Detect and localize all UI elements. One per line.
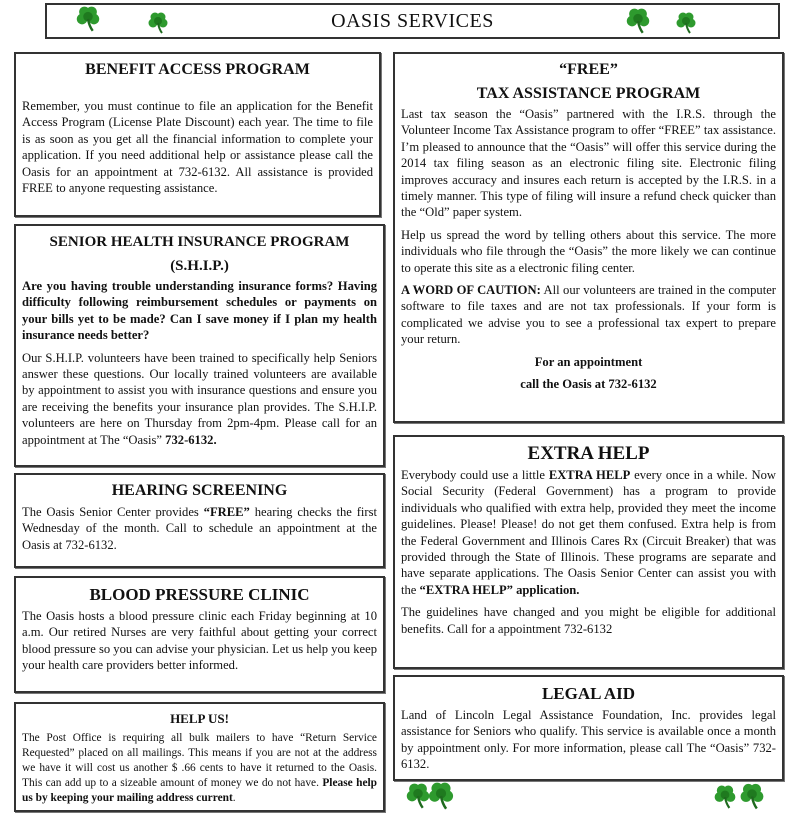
extra-help-para-2: The guidelines have changed and you might be eligible for additional benefits. Call for a appointment 732-6132 <box>401 605 776 636</box>
ship-body-text: Our S.H.I.P. volunteers have been trained to specifically help Seniors answer these questions. Our locally trained volunteers are available by appointment to assist you with insurance questions and ensure you are receiving the benefits your insurance plan provides. The S.H.I.P. volunteers are here on Thursday from 2pm-4pm. Please call for an appointment at The “Oasis” <box>22 350 377 447</box>
extra-help-bold: EXTRA HELP <box>548 468 631 482</box>
extra-help-para-1 <box>401 467 776 598</box>
caution-label: A WORD OF CAUTION: <box>401 283 541 298</box>
shamrock-icon <box>714 785 736 809</box>
caution-body: All our volunteers are trained in the computer software to file taxes and are not tax professionals. If your form is complicated we advise you to see a professional tax expert to prepare your return. <box>401 283 776 347</box>
appointment-line: For an appointment <box>534 354 643 369</box>
tax-assistance-section <box>393 52 784 423</box>
blood-pressure-section <box>14 576 385 693</box>
help-us-section <box>14 702 385 812</box>
section-body: The Post Office is requiring all bulk mailers to have “Return Service Requested” placed on all mailings. This means if you are not at the address we have it will cost us another $ .66 cents to have it returned to the Oasis. This can add up to a sizeable amount of money we do not have. Please help us by keeping your mailing address current. <box>22 732 377 804</box>
section-heading: LEGAL AID <box>541 684 636 703</box>
shamrock-icon <box>148 12 168 34</box>
shamrock-icon <box>676 12 696 34</box>
hearing-free: “FREE” <box>203 505 250 519</box>
section-body <box>22 504 377 553</box>
section-heading: BENEFIT ACCESS PROGRAM <box>85 61 310 78</box>
ship-phone: 732-6132. <box>165 432 217 447</box>
extra-help-section <box>393 435 784 669</box>
ship-questions-text: Are you having trouble understanding insurance forms? Having difficulty following reimbursement schedules or payments on your bills yet to be made? Can I save money if I plan my health insurance needs better? <box>22 279 377 343</box>
section-heading: BLOOD PRESSURE CLINIC <box>89 585 310 604</box>
shamrock-icon <box>740 783 764 810</box>
legal-aid-section <box>393 675 784 781</box>
tax-para-1: Last tax season the “Oasis” partnered with the I.R.S. through the Volunteer Income Tax Assistance program to offer “FREE” tax assistance. I’m pleased to announce that the “Oasis” will offer this service during the 2014 tax filing season as an electronic filing site. Electronic filing improves accuracy and insures each return is accepted by the I.R.S. in a timely manner. This type of filing will insure a refund check quicker than the “Old” paper system. <box>401 107 776 220</box>
section-heading: SENIOR HEALTH INSURANCE PROGRAM <box>49 234 350 250</box>
ship-section <box>14 224 385 467</box>
tax-caution <box>401 282 776 348</box>
shamrock-icon <box>76 6 100 32</box>
help-us-bold: Please help us by keeping your mailing address current <box>22 777 377 804</box>
benefit-access-section <box>14 52 381 217</box>
shamrock-icon <box>626 8 650 34</box>
section-heading: HEARING SCREENING <box>111 482 288 499</box>
section-heading: TAX ASSISTANCE PROGRAM <box>476 85 701 102</box>
section-body: Land of Lincoln Legal Assistance Foundation, Inc. provides legal assistance for Seniors who qualify. This service is available once a month by appointment only. For more information, please call The “Oasis” 732-6132. <box>401 708 776 772</box>
help-us-text: The Post Office is requiring all bulk mailers to have “Return Service Requested” placed on all mailings. This means if you are not at the address we have it will cost us another $ .66 cents to have it returned to the Oasis. This can add up to a sizeable amount of money we do not have. <box>22 732 377 789</box>
section-heading: HELP US! <box>170 711 229 726</box>
hearing-text: The Oasis Senior Center provides <box>22 505 204 519</box>
hearing-section <box>14 473 385 568</box>
extra-help-bold: “EXTRA HELP” application. <box>419 582 580 597</box>
section-heading: EXTRA HELP <box>527 443 650 464</box>
extra-help-text: every once in a while. Now Social Security (Federal Government) has a program to provide individuals who qualified with extra help, provided they meet the income guidelines. Please! Please! do not get them confused. Extra help is from the Federal Government and Illinois Cares Rx (Circuit Breaker) that was provided through the State of Illinois. These programs are separate and have separate applications. The Oasis Senior Center can assist you with the <box>401 468 776 597</box>
page-title: OASIS SERVICES <box>45 3 780 39</box>
section-body: Remember, you must continue to file an application for the Benefit Access Program (License Plate Discount) each year. The time to file is as soon as you get all the financial information to complete your application. If you need additional help or assistance please call the Oasis for an appointment at 732-6132. All assistance is provided FREE to anyone requesting assistance. <box>22 99 373 196</box>
section-heading: “FREE” <box>559 61 618 78</box>
extra-help-text: Everybody could use a little <box>401 468 549 482</box>
shamrock-icon <box>406 783 430 809</box>
hearing-text: hearing checks the first Wednesday of the month. Call to schedule an appointment at the Oasis at 732-6132. <box>22 505 377 552</box>
section-body: The Oasis hosts a blood pressure clinic each Friday beginning at 10 a.m. Our retired Nurses are very faithful about getting your correct blood pressure so you can advise your physician. Let us help you keep your health care providers better informed. <box>22 609 377 673</box>
section-body <box>22 350 377 448</box>
tax-appointment <box>401 354 776 370</box>
shamrock-icon <box>428 782 454 810</box>
tax-appointment-phone <box>401 376 776 392</box>
appointment-phone: call the Oasis at 732-6132 <box>520 377 657 392</box>
section-subheading: (S.H.I.P.) <box>170 258 229 274</box>
ship-questions <box>22 278 377 344</box>
tax-para-2: Help us spread the word by telling others about this service. The more individuals who file through the “Oasis” the more likely we can continue to operate this site as a electronic filing center. <box>401 227 776 275</box>
